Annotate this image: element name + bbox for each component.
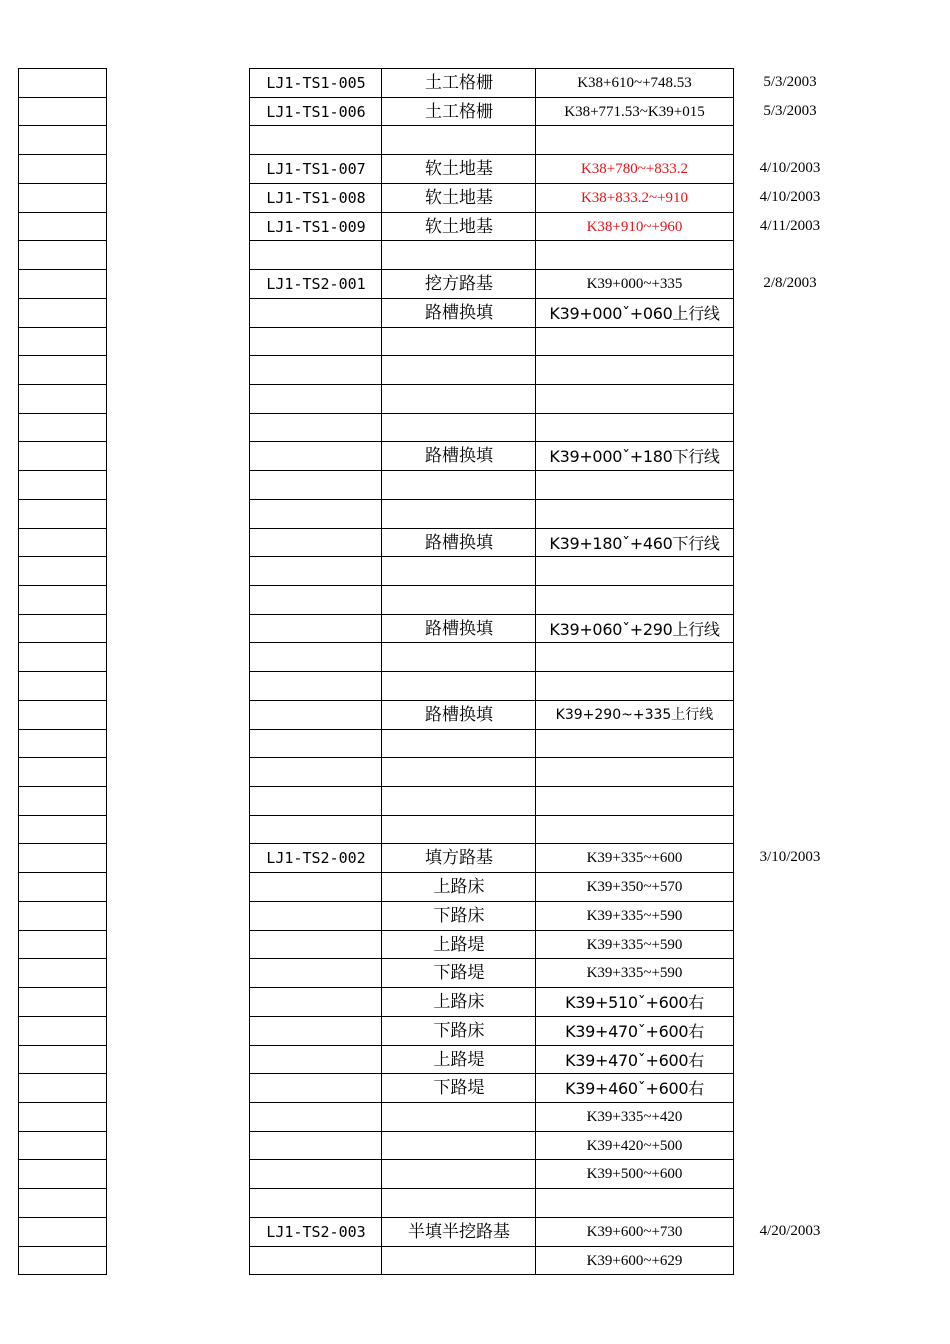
date-cell bbox=[740, 355, 840, 384]
code-cell[interactable] bbox=[249, 441, 382, 470]
station-range-cell[interactable]: K39+470ˇ+600右 bbox=[535, 1016, 734, 1045]
station-range-cell[interactable] bbox=[535, 671, 734, 700]
station-range-cell[interactable]: K39+335~+590 bbox=[535, 958, 734, 987]
table-row bbox=[0, 1217, 950, 1246]
table-row bbox=[0, 1045, 950, 1074]
date-cell: 3/10/2003 bbox=[759, 849, 821, 866]
code-cell[interactable]: LJ1-TS1-009 bbox=[249, 212, 382, 241]
code-cell[interactable] bbox=[249, 125, 382, 154]
station-range-cell[interactable] bbox=[535, 470, 734, 499]
table-row bbox=[0, 470, 950, 499]
code-cell[interactable] bbox=[249, 987, 382, 1016]
table-row bbox=[0, 1246, 950, 1275]
date-cell bbox=[740, 958, 840, 987]
table-row bbox=[0, 355, 950, 384]
station-range-cell[interactable]: K39+335~+420 bbox=[535, 1102, 734, 1131]
blank-cell[interactable] bbox=[18, 930, 107, 959]
table-row bbox=[0, 671, 950, 700]
work-item-cell[interactable]: 路槽换填 bbox=[381, 528, 536, 557]
table-row bbox=[0, 872, 950, 901]
code-cell[interactable] bbox=[249, 786, 382, 815]
table-row bbox=[0, 1016, 950, 1045]
station-range-cell[interactable] bbox=[535, 757, 734, 786]
code-cell[interactable] bbox=[249, 355, 382, 384]
code-cell[interactable] bbox=[249, 298, 382, 327]
station-range-cell[interactable]: K39+600~+730 bbox=[535, 1217, 734, 1246]
table-row bbox=[0, 1102, 950, 1131]
table-row bbox=[0, 642, 950, 671]
blank-cell[interactable] bbox=[18, 327, 107, 356]
date-cell bbox=[740, 872, 840, 901]
date-cell: 4/10/2003 bbox=[759, 188, 821, 205]
date-cell bbox=[740, 298, 840, 327]
table-row bbox=[0, 154, 950, 183]
station-range-cell[interactable]: K39+600~+629 bbox=[535, 1246, 734, 1275]
blank-cell[interactable] bbox=[18, 413, 107, 442]
code-cell[interactable] bbox=[249, 327, 382, 356]
blank-cell[interactable] bbox=[18, 1188, 107, 1217]
date-cell bbox=[740, 240, 840, 269]
station-range-cell[interactable] bbox=[535, 240, 734, 269]
work-item-cell[interactable]: 路槽换填 bbox=[381, 700, 536, 729]
station-range-cell[interactable]: K39+060ˇ+290上行线 bbox=[535, 614, 734, 643]
station-range-cell[interactable] bbox=[535, 729, 734, 758]
date-cell bbox=[740, 327, 840, 356]
table-row bbox=[0, 1159, 950, 1188]
date-cell: 2/8/2003 bbox=[763, 275, 817, 291]
station-range-cell[interactable]: K39+180ˇ+460下行线 bbox=[535, 528, 734, 557]
date-cell bbox=[740, 556, 840, 585]
blank-cell[interactable] bbox=[18, 68, 107, 97]
station-range-cell[interactable] bbox=[535, 125, 734, 154]
table-row bbox=[0, 757, 950, 786]
code-cell[interactable] bbox=[249, 901, 382, 930]
blank-cell[interactable] bbox=[18, 729, 107, 758]
work-item-cell[interactable]: 土工格栅 bbox=[381, 68, 536, 97]
blank-cell[interactable] bbox=[18, 499, 107, 528]
station-range-cell[interactable] bbox=[535, 585, 734, 614]
code-cell[interactable]: LJ1-TS1-008 bbox=[249, 183, 382, 212]
code-cell[interactable] bbox=[249, 1102, 382, 1131]
work-item-cell[interactable] bbox=[381, 1131, 536, 1160]
date-cell bbox=[740, 585, 840, 614]
blank-cell[interactable] bbox=[18, 815, 107, 844]
code-cell[interactable] bbox=[249, 958, 382, 987]
blank-cell[interactable] bbox=[18, 556, 107, 585]
date-cell bbox=[740, 700, 840, 729]
station-range-cell[interactable]: K38+610~+748.53 bbox=[535, 68, 734, 97]
date-cell bbox=[740, 413, 840, 442]
date-cell: 4/10/2003 bbox=[759, 160, 821, 177]
date-cell bbox=[740, 1045, 840, 1074]
date-cell bbox=[740, 441, 840, 470]
work-item-cell[interactable] bbox=[381, 556, 536, 585]
date-cell bbox=[740, 786, 840, 815]
blank-cell[interactable] bbox=[18, 470, 107, 499]
table-row bbox=[0, 298, 950, 327]
blank-cell[interactable] bbox=[18, 1217, 107, 1246]
work-item-cell[interactable] bbox=[381, 815, 536, 844]
work-item-cell[interactable] bbox=[381, 470, 536, 499]
work-item-cell[interactable]: 上路堤 bbox=[381, 930, 536, 959]
station-range-cell[interactable]: K38+771.53~K39+015 bbox=[535, 97, 734, 126]
table-row bbox=[0, 97, 950, 126]
work-item-cell[interactable] bbox=[381, 729, 536, 758]
date-cell bbox=[740, 1159, 840, 1188]
table-row bbox=[0, 240, 950, 269]
blank-cell[interactable] bbox=[18, 901, 107, 930]
station-range-cell[interactable] bbox=[535, 355, 734, 384]
blank-cell[interactable] bbox=[18, 384, 107, 413]
work-item-cell[interactable] bbox=[381, 585, 536, 614]
station-range-cell[interactable] bbox=[535, 384, 734, 413]
station-range-cell[interactable]: K39+290~+335上行线 bbox=[535, 700, 734, 729]
code-cell[interactable] bbox=[249, 815, 382, 844]
blank-cell[interactable] bbox=[18, 872, 107, 901]
table-row bbox=[0, 1188, 950, 1217]
date-cell: 4/20/2003 bbox=[759, 1222, 821, 1239]
station-range-cell[interactable]: K39+350~+570 bbox=[535, 872, 734, 901]
blank-cell[interactable] bbox=[18, 987, 107, 1016]
station-range-cell[interactable] bbox=[535, 556, 734, 585]
code-cell[interactable] bbox=[249, 671, 382, 700]
work-item-cell[interactable] bbox=[381, 355, 536, 384]
code-cell[interactable] bbox=[249, 1188, 382, 1217]
code-cell[interactable] bbox=[249, 757, 382, 786]
blank-cell[interactable] bbox=[18, 1131, 107, 1160]
blank-cell[interactable] bbox=[18, 585, 107, 614]
station-range-cell[interactable]: K39+420~+500 bbox=[535, 1131, 734, 1160]
code-cell[interactable] bbox=[249, 384, 382, 413]
date-cell bbox=[740, 671, 840, 700]
station-range-cell[interactable]: K39+470ˇ+600右 bbox=[535, 1045, 734, 1074]
date-cell: 4/11/2003 bbox=[759, 217, 821, 234]
blank-cell[interactable] bbox=[18, 1016, 107, 1045]
code-cell[interactable] bbox=[249, 872, 382, 901]
code-cell[interactable] bbox=[249, 700, 382, 729]
blank-cell[interactable] bbox=[18, 671, 107, 700]
code-cell[interactable] bbox=[249, 240, 382, 269]
blank-cell[interactable] bbox=[18, 700, 107, 729]
table-row bbox=[0, 125, 950, 154]
code-cell[interactable] bbox=[249, 413, 382, 442]
station-range-cell[interactable] bbox=[535, 327, 734, 356]
station-range-cell[interactable]: K39+000~+335 bbox=[535, 269, 734, 298]
blank-cell[interactable] bbox=[18, 1159, 107, 1188]
blank-cell[interactable] bbox=[18, 212, 107, 241]
table-row bbox=[0, 786, 950, 815]
date-cell bbox=[740, 757, 840, 786]
work-item-cell[interactable]: 挖方路基 bbox=[381, 269, 536, 298]
work-item-cell[interactable]: 土工格栅 bbox=[381, 97, 536, 126]
table-row bbox=[0, 930, 950, 959]
date-cell bbox=[740, 1246, 840, 1275]
station-range-cell[interactable] bbox=[535, 1188, 734, 1217]
date-cell bbox=[740, 901, 840, 930]
work-item-cell[interactable] bbox=[381, 786, 536, 815]
blank-column-bottom-border bbox=[18, 1274, 107, 1275]
table-row bbox=[0, 987, 950, 1016]
blank-cell[interactable] bbox=[18, 240, 107, 269]
table-row bbox=[0, 729, 950, 758]
code-cell[interactable] bbox=[249, 1246, 382, 1275]
station-range-cell[interactable]: K38+910~+960 bbox=[535, 212, 734, 241]
work-item-cell[interactable] bbox=[381, 240, 536, 269]
table-row bbox=[0, 1073, 950, 1102]
work-item-cell[interactable]: 下路床 bbox=[381, 901, 536, 930]
station-range-cell[interactable]: K39+000ˇ+060上行线 bbox=[535, 298, 734, 327]
code-cell[interactable] bbox=[249, 528, 382, 557]
work-item-cell[interactable]: 上路堤 bbox=[381, 1045, 536, 1074]
station-range-cell[interactable] bbox=[535, 815, 734, 844]
work-item-cell[interactable] bbox=[381, 413, 536, 442]
date-cell bbox=[740, 987, 840, 1016]
work-item-cell[interactable]: 下路堤 bbox=[381, 958, 536, 987]
date-cell bbox=[740, 384, 840, 413]
work-item-cell[interactable]: 软土地基 bbox=[381, 154, 536, 183]
code-cell[interactable] bbox=[249, 1016, 382, 1045]
date-cell bbox=[740, 1073, 840, 1102]
date-cell bbox=[740, 815, 840, 844]
work-item-cell[interactable]: 上路床 bbox=[381, 872, 536, 901]
work-item-cell[interactable] bbox=[381, 1102, 536, 1131]
table-row bbox=[0, 614, 950, 643]
date-cell bbox=[740, 614, 840, 643]
table-row bbox=[0, 499, 950, 528]
station-range-cell[interactable] bbox=[535, 786, 734, 815]
code-cell[interactable]: LJ1-TS1-005 bbox=[249, 68, 382, 97]
blank-cell[interactable] bbox=[18, 97, 107, 126]
code-cell[interactable]: LJ1-TS1-007 bbox=[249, 154, 382, 183]
work-item-cell[interactable]: 半填半挖路基 bbox=[381, 1217, 536, 1246]
table-row bbox=[0, 441, 950, 470]
table-row bbox=[0, 327, 950, 356]
code-cell[interactable] bbox=[249, 930, 382, 959]
table-row bbox=[0, 958, 950, 987]
date-cell bbox=[740, 499, 840, 528]
station-range-cell[interactable]: K39+335~+590 bbox=[535, 901, 734, 930]
code-cell[interactable]: LJ1-TS1-006 bbox=[249, 97, 382, 126]
station-range-cell[interactable]: K39+335~+590 bbox=[535, 930, 734, 959]
table-row bbox=[0, 585, 950, 614]
table-row bbox=[0, 384, 950, 413]
work-item-cell[interactable] bbox=[381, 327, 536, 356]
table-row bbox=[0, 815, 950, 844]
blank-cell[interactable] bbox=[18, 1073, 107, 1102]
blank-cell[interactable] bbox=[18, 1246, 107, 1275]
blank-cell[interactable] bbox=[18, 614, 107, 643]
work-item-cell[interactable] bbox=[381, 1159, 536, 1188]
table-row bbox=[0, 269, 950, 298]
station-range-cell[interactable]: K39+460ˇ+600右 bbox=[535, 1073, 734, 1102]
blank-cell[interactable] bbox=[18, 642, 107, 671]
blank-cell[interactable] bbox=[18, 183, 107, 212]
code-cell[interactable] bbox=[249, 729, 382, 758]
code-cell[interactable] bbox=[249, 499, 382, 528]
code-cell[interactable] bbox=[249, 1045, 382, 1074]
date-cell bbox=[740, 1131, 840, 1160]
blank-cell[interactable] bbox=[18, 786, 107, 815]
work-item-cell[interactable] bbox=[381, 642, 536, 671]
table-row bbox=[0, 212, 950, 241]
blank-cell[interactable] bbox=[18, 298, 107, 327]
table-row bbox=[0, 413, 950, 442]
code-cell[interactable] bbox=[249, 556, 382, 585]
code-cell[interactable] bbox=[249, 585, 382, 614]
table-bottom-border bbox=[249, 1274, 734, 1275]
table-row bbox=[0, 843, 950, 872]
table-row bbox=[0, 68, 950, 97]
table-row bbox=[0, 528, 950, 557]
blank-cell[interactable] bbox=[18, 125, 107, 154]
blank-cell[interactable] bbox=[18, 843, 107, 872]
date-cell bbox=[740, 528, 840, 557]
date-cell bbox=[740, 1102, 840, 1131]
blank-cell[interactable] bbox=[18, 528, 107, 557]
code-cell[interactable]: LJ1-TS2-003 bbox=[249, 1217, 382, 1246]
work-item-cell[interactable] bbox=[381, 499, 536, 528]
code-cell[interactable] bbox=[249, 642, 382, 671]
work-item-cell[interactable]: 路槽换填 bbox=[381, 298, 536, 327]
work-item-cell[interactable]: 路槽换填 bbox=[381, 614, 536, 643]
work-item-cell[interactable]: 上路床 bbox=[381, 987, 536, 1016]
table-row bbox=[0, 1131, 950, 1160]
date-cell bbox=[740, 729, 840, 758]
work-item-cell[interactable]: 软土地基 bbox=[381, 183, 536, 212]
work-item-cell[interactable]: 下路堤 bbox=[381, 1073, 536, 1102]
date-cell: 5/3/2003 bbox=[763, 74, 817, 90]
work-item-cell[interactable]: 下路床 bbox=[381, 1016, 536, 1045]
station-range-cell[interactable]: K38+780~+833.2 bbox=[535, 154, 734, 183]
date-cell bbox=[740, 1016, 840, 1045]
blank-cell[interactable] bbox=[18, 441, 107, 470]
station-range-cell[interactable] bbox=[535, 413, 734, 442]
code-cell[interactable] bbox=[249, 1073, 382, 1102]
table-row bbox=[0, 183, 950, 212]
station-range-cell[interactable] bbox=[535, 499, 734, 528]
work-item-cell[interactable]: 填方路基 bbox=[381, 843, 536, 872]
code-cell[interactable]: LJ1-TS2-002 bbox=[249, 843, 382, 872]
code-cell[interactable] bbox=[249, 1131, 382, 1160]
date-cell bbox=[740, 125, 840, 154]
station-range-cell[interactable]: K39+335~+600 bbox=[535, 843, 734, 872]
code-cell[interactable] bbox=[249, 1159, 382, 1188]
date-cell bbox=[740, 930, 840, 959]
station-range-cell[interactable]: K39+000ˇ+180下行线 bbox=[535, 441, 734, 470]
blank-cell[interactable] bbox=[18, 154, 107, 183]
work-item-cell[interactable] bbox=[381, 125, 536, 154]
station-range-cell[interactable]: K39+510ˇ+600右 bbox=[535, 987, 734, 1016]
date-cell: 5/3/2003 bbox=[763, 102, 817, 119]
station-range-cell[interactable]: K39+500~+600 bbox=[535, 1159, 734, 1188]
table-row bbox=[0, 556, 950, 585]
code-cell[interactable] bbox=[249, 470, 382, 499]
blank-cell[interactable] bbox=[18, 1045, 107, 1074]
work-item-cell[interactable]: 软土地基 bbox=[381, 212, 536, 241]
station-range-cell[interactable]: K38+833.2~+910 bbox=[535, 183, 734, 212]
work-item-cell[interactable] bbox=[381, 384, 536, 413]
blank-cell[interactable] bbox=[18, 1102, 107, 1131]
blank-cell[interactable] bbox=[18, 757, 107, 786]
work-item-cell[interactable] bbox=[381, 757, 536, 786]
work-item-cell[interactable] bbox=[381, 671, 536, 700]
work-item-cell[interactable]: 路槽换填 bbox=[381, 441, 536, 470]
table-row bbox=[0, 901, 950, 930]
date-cell bbox=[740, 642, 840, 671]
blank-cell[interactable] bbox=[18, 269, 107, 298]
date-cell bbox=[740, 470, 840, 499]
work-item-cell[interactable] bbox=[381, 1246, 536, 1275]
blank-cell[interactable] bbox=[18, 958, 107, 987]
date-cell bbox=[740, 1188, 840, 1217]
table-row bbox=[0, 700, 950, 729]
code-cell[interactable]: LJ1-TS2-001 bbox=[249, 269, 382, 298]
station-range-cell[interactable] bbox=[535, 642, 734, 671]
code-cell[interactable] bbox=[249, 614, 382, 643]
work-item-cell[interactable] bbox=[381, 1188, 536, 1217]
blank-cell[interactable] bbox=[18, 355, 107, 384]
